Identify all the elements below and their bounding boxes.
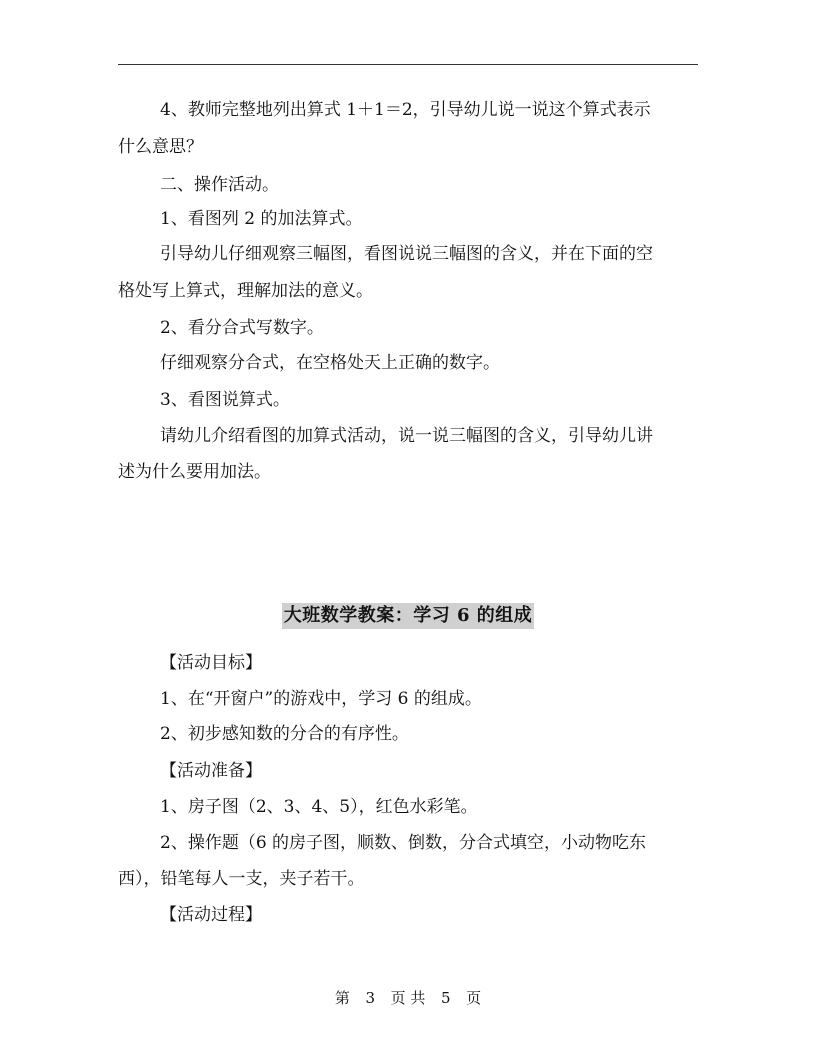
paragraph-line: 西），铅笔每人一支，夹子若干。	[118, 869, 365, 889]
paragraph-line: 3、看图说算式。	[160, 390, 290, 410]
footer-total-pages: 5	[440, 989, 451, 1007]
paragraph-line: 二、操作活动。	[160, 175, 279, 195]
paragraph-line: 1、房子图（2、3、4、5），红色水彩笔。	[160, 797, 478, 817]
paragraph-line: 什么意思？	[118, 137, 203, 157]
paragraph-line: 格处写上算式，理解加法的意义。	[118, 281, 373, 301]
paragraph-line: 仔细观察分合式，在空格处天上正确的数字。	[160, 353, 500, 373]
paragraph-line: 2、看分合式写数字。	[160, 318, 324, 338]
paragraph-line: 引导幼儿仔细观察三幅图，看图说说三幅图的含义，并在下面的空	[160, 244, 653, 264]
paragraph-line: 请幼儿介绍看图的加算式活动，说一说三幅图的含义，引导幼儿讲	[160, 426, 653, 446]
paragraph-line: 1、看图列 2 的加法算式。	[160, 209, 363, 229]
paragraph-line: 2、操作题（6 的房子图，顺数、倒数，分合式填空，小动物吃东	[160, 833, 647, 853]
paragraph-line: 【活动目标】	[160, 653, 262, 673]
header-rule	[118, 64, 698, 65]
footer-page-number: 3	[365, 989, 376, 1007]
paragraph-line: 4、教师完整地列出算式 1＋1＝2，引导幼儿说一说这个算式表示	[160, 100, 651, 120]
section-title-wrap	[0, 603, 816, 629]
paragraph-line: 1、在“开窗户”的游戏中，学习 6 的组成。	[160, 689, 482, 709]
footer-middle: 页 共	[390, 989, 426, 1007]
paragraph-line: 述为什么要用加法。	[118, 462, 271, 482]
footer-suffix: 页	[466, 989, 482, 1007]
section-title: 大班数学教案：学习 6 的组成	[282, 603, 535, 629]
page-footer	[0, 988, 816, 1008]
paragraph-line: 【活动准备】	[160, 761, 262, 781]
paragraph-line: 2、初步感知数的分合的有序性。	[160, 724, 409, 744]
paragraph-line: 【活动过程】	[160, 905, 262, 925]
footer-prefix: 第	[334, 989, 350, 1007]
